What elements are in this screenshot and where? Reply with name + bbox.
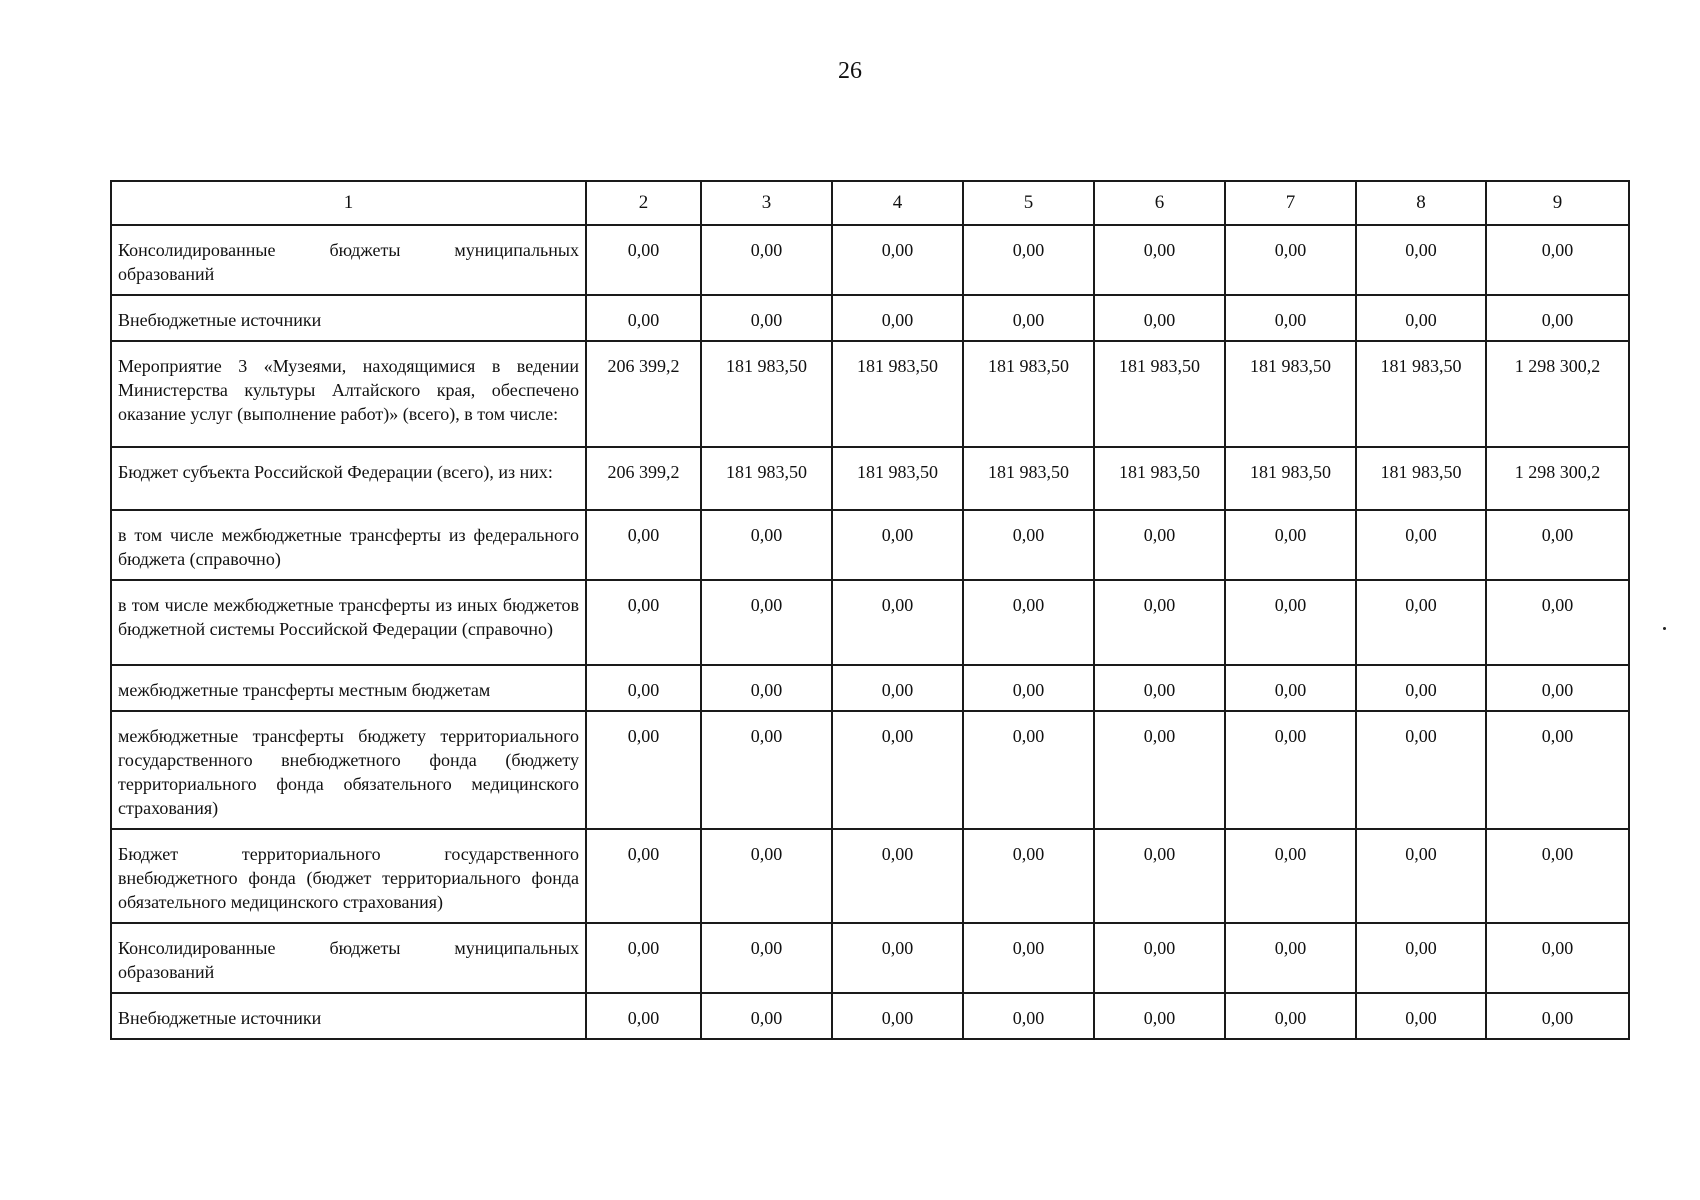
value-cell: 181 983,50 [1356,447,1486,510]
row-label: межбюджетные трансферты местным бюджетам [111,665,586,711]
value-cell: 0,00 [1356,295,1486,341]
value-cell: 0,00 [1486,580,1629,665]
value-cell: 0,00 [701,580,832,665]
value-cell: 181 983,50 [1094,447,1225,510]
value-cell: 0,00 [586,923,701,993]
value-cell: 0,00 [1225,580,1356,665]
value-cell: 0,00 [1094,711,1225,829]
value-cell: 181 983,50 [832,447,963,510]
value-cell: 0,00 [1486,711,1629,829]
table-row [111,993,1629,1039]
value-cell: 0,00 [1356,923,1486,993]
value-cell: 0,00 [963,923,1094,993]
value-cell: 0,00 [1094,923,1225,993]
row-label: Внебюджетные источники [111,295,586,341]
value-cell: 0,00 [963,711,1094,829]
column-header: 1 [111,181,586,225]
value-cell: 0,00 [1356,580,1486,665]
value-cell: 0,00 [832,665,963,711]
value-cell: 0,00 [1486,829,1629,923]
value-cell: 0,00 [1486,665,1629,711]
budget-table [110,180,1630,1040]
value-cell: 0,00 [963,510,1094,580]
value-cell: 0,00 [701,993,832,1039]
value-cell: 181 983,50 [1356,341,1486,447]
table-body [111,225,1629,1039]
value-cell: 0,00 [1094,829,1225,923]
value-cell: 181 983,50 [1225,341,1356,447]
table-row [111,341,1629,447]
value-cell: 0,00 [586,510,701,580]
value-cell: 0,00 [1356,510,1486,580]
value-cell: 206 399,2 [586,341,701,447]
row-label: Консолидированные бюджеты муниципальных образований [111,225,586,295]
table-row [111,665,1629,711]
value-cell: 0,00 [586,580,701,665]
value-cell: 0,00 [1486,225,1629,295]
row-label: Внебюджетные источники [111,993,586,1039]
row-label: в том числе межбюджетные трансферты из федерального бюджета (справочно) [111,510,586,580]
value-cell: 0,00 [1486,510,1629,580]
value-cell: 0,00 [1094,510,1225,580]
value-cell: 0,00 [1094,295,1225,341]
value-cell: 0,00 [1225,993,1356,1039]
value-cell: 0,00 [963,295,1094,341]
value-cell: 0,00 [1486,993,1629,1039]
column-header: 6 [1094,181,1225,225]
column-header: 9 [1486,181,1629,225]
value-cell: 0,00 [701,665,832,711]
value-cell: 0,00 [963,993,1094,1039]
value-cell: 181 983,50 [963,447,1094,510]
value-cell: 0,00 [701,711,832,829]
column-header: 5 [963,181,1094,225]
value-cell: 0,00 [1356,225,1486,295]
value-cell: 0,00 [1225,665,1356,711]
value-cell: 0,00 [963,225,1094,295]
value-cell: 181 983,50 [1094,341,1225,447]
row-label: Мероприятие 3 «Музеями, находящимися в ведении Министерства культуры Алтайского края, обеспечено оказание услуг (выполнение работ)» (всего), в том числе: [111,341,586,447]
value-cell: 0,00 [832,295,963,341]
value-cell: 0,00 [1225,295,1356,341]
header-row [111,181,1629,225]
table-row [111,295,1629,341]
value-cell: 0,00 [1225,711,1356,829]
scan-speck [1663,627,1666,630]
value-cell: 0,00 [1225,510,1356,580]
value-cell: 1 298 300,2 [1486,447,1629,510]
value-cell: 181 983,50 [701,447,832,510]
value-cell: 0,00 [1094,225,1225,295]
value-cell: 0,00 [832,510,963,580]
value-cell: 0,00 [832,225,963,295]
value-cell: 0,00 [701,510,832,580]
column-header: 7 [1225,181,1356,225]
value-cell: 0,00 [586,225,701,295]
value-cell: 0,00 [1225,923,1356,993]
value-cell: 0,00 [586,993,701,1039]
table-row [111,711,1629,829]
table-row [111,829,1629,923]
value-cell: 0,00 [586,665,701,711]
value-cell: 0,00 [1094,665,1225,711]
value-cell: 0,00 [1225,829,1356,923]
value-cell: 0,00 [832,923,963,993]
column-header: 2 [586,181,701,225]
table-row [111,225,1629,295]
value-cell: 0,00 [1356,829,1486,923]
row-label: межбюджетные трансферты бюджету территориального государственного внебюджетного фонда (бюджету территориального фонда обязательного медицинского страхования) [111,711,586,829]
value-cell: 0,00 [1225,225,1356,295]
value-cell: 0,00 [701,225,832,295]
value-cell: 0,00 [1486,295,1629,341]
value-cell: 0,00 [1486,923,1629,993]
row-label: Бюджет территориального государственного внебюджетного фонда (бюджет территориального фонда обязательного медицинского страхования) [111,829,586,923]
value-cell: 0,00 [586,829,701,923]
value-cell: 0,00 [1356,711,1486,829]
value-cell: 181 983,50 [1225,447,1356,510]
table-row [111,510,1629,580]
value-cell: 0,00 [1356,665,1486,711]
value-cell: 0,00 [701,923,832,993]
value-cell: 0,00 [586,711,701,829]
column-header: 4 [832,181,963,225]
value-cell: 0,00 [832,993,963,1039]
value-cell: 0,00 [701,295,832,341]
column-header: 3 [701,181,832,225]
page-number: 26 [838,58,862,84]
value-cell: 0,00 [832,829,963,923]
table-row [111,580,1629,665]
value-cell: 0,00 [586,295,701,341]
table-row [111,447,1629,510]
value-cell: 181 983,50 [832,341,963,447]
value-cell: 0,00 [832,580,963,665]
column-header: 8 [1356,181,1486,225]
value-cell: 1 298 300,2 [1486,341,1629,447]
value-cell: 0,00 [832,711,963,829]
value-cell: 0,00 [1094,993,1225,1039]
value-cell: 181 983,50 [701,341,832,447]
value-cell: 0,00 [701,829,832,923]
table-row [111,923,1629,993]
value-cell: 0,00 [1356,993,1486,1039]
row-label: Консолидированные бюджеты муниципальных образований [111,923,586,993]
row-label: Бюджет субъекта Российской Федерации (всего), из них: [111,447,586,510]
row-label: в том числе межбюджетные трансферты из иных бюджетов бюджетной системы Российской Федерации (справочно) [111,580,586,665]
value-cell: 0,00 [963,665,1094,711]
value-cell: 0,00 [963,580,1094,665]
value-cell: 0,00 [1094,580,1225,665]
value-cell: 181 983,50 [963,341,1094,447]
value-cell: 0,00 [963,829,1094,923]
value-cell: 206 399,2 [586,447,701,510]
